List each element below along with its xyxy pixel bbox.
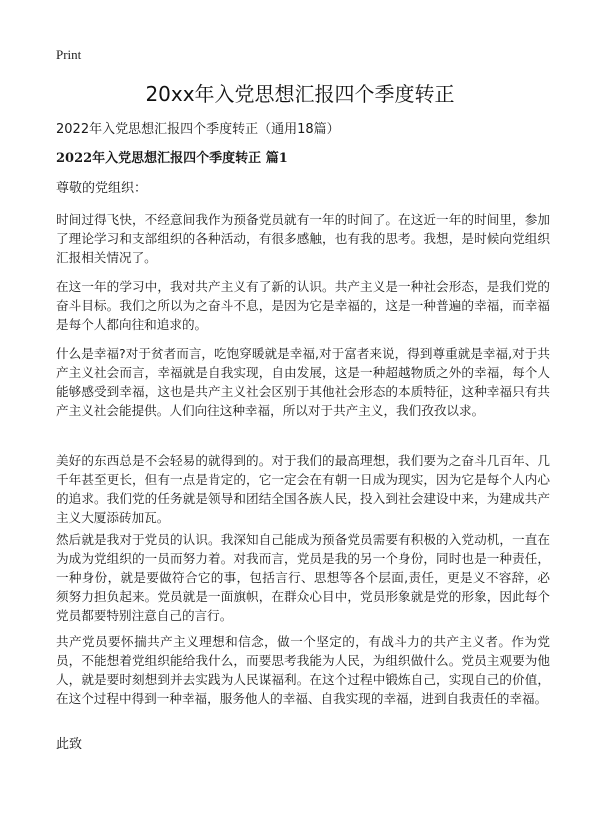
body-paragraph-3: 什么是幸福?对于贫者而言，吃饱穿暖就是幸福,对于富者来说，得到尊重就是幸福,对于共产主义社会而言，幸福就是自我实现，自由发展，这是一种超越物质之外的幸福，每个人能够感受到幸福，这也是共产主义社会区别于其他社会形态的本质特征，这种幸福只有共产主义社会能提供。人们向往这种幸福，所以对于共产主义，我们孜孜以求。 [56,346,550,418]
body-paragraph-1: 时间过得飞快，不经意间我作为预备党员就有一年的时间了。在这近一年的时间里，参加了理论学习和支部组织的各种活动，有很多感触，也有我的思考。我想，是时候向党组织汇报相关情况了。 [56,212,550,265]
body-paragraph-2: 在这一年的学习中，我对共产主义有了新的认识。共产主义是一种社会形态，是我们党的奋斗目标。我们之所以为之奋斗不息，是因为它是幸福的，这是一种普遍的幸福，而幸福是每个人都向往和追求的。 [56,279,550,332]
salutation: 尊敬的党组织： [56,181,148,196]
body-paragraph-4: 美好的东西总是不会轻易的就得到的。对于我们的最高理想，我们要为之奋斗几百年、几千年甚至更长，但有一点是肯定的，它一定会在有朝一日成为现实，因为它是每个人内心的追求。我们党的任务就是领导和团结全国各族人民，投入到社会建设中来，为建成共产主义大厦添砖加瓦。 [56,453,550,525]
body-paragraph-5: 然后就是我对于党员的认识。我深知自己能成为预备党员需要有积极的入党动机，一直在为成为党组织的一员而努力着。对我而言，党员是我的另一个身份，同时也是一种责任，一种身份，就是要做符合它的事，包括言行、思想等各个层面,责任，更是义不容辞，必须努力担负起来。党员就是一面旗帜，在群众心目中，党员形象就是党的形象，因此每个党员都要特别注意自己的言行。 [56,532,550,623]
page-title: 20xx年入党思想汇报四个季度转正 [145,82,455,106]
body-paragraph-6: 共产党员要怀揣共产主义理想和信念，做一个坚定的，有战斗力的共产主义者。作为党员，不能想着党组织能给我什么，而要思考我能为人民，为组织做什么。党员主观要为他人，就是要时刻想到并去实践为人民谋福利。在这个过程中锻炼自己，实现自己的价值，在这个过程中得到一种幸福，服务他人的幸福、自我实现的幸福，进到自我责任的幸福。 [56,634,550,706]
document-subtitle: 2022年入党思想汇报四个季度转正（通用18篇） [56,122,340,137]
closing-text: 此致 [56,737,83,752]
print-link[interactable]: Print [56,47,82,62]
section-heading: 2022年入党思想汇报四个季度转正 篇1 [56,151,288,166]
